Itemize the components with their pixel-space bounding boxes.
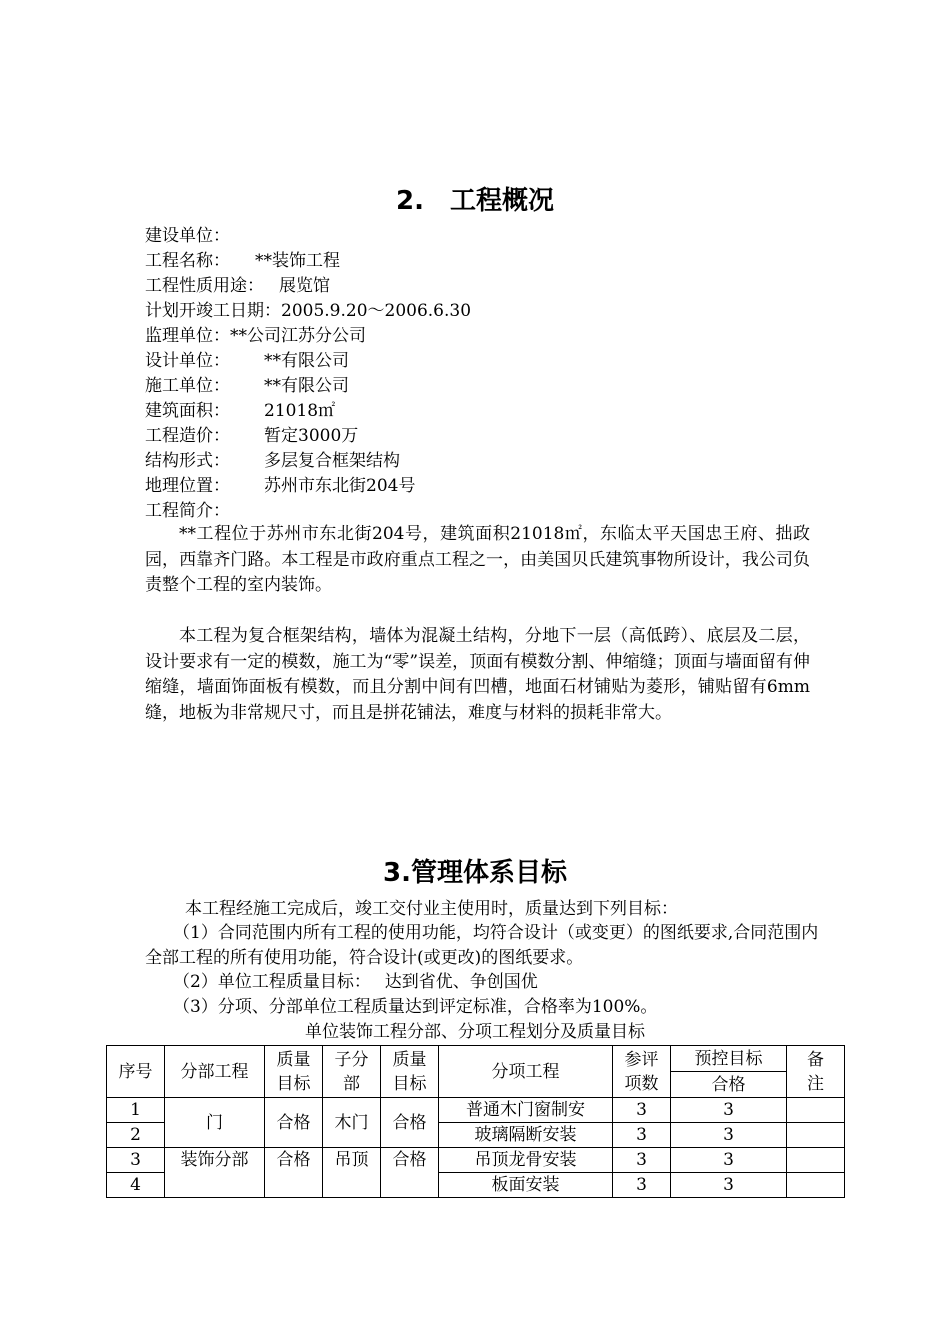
- cell-target: 3: [671, 1148, 787, 1173]
- goal-item-3: （3）分项、分部单位工程质量达到评定标准，合格率为100%。: [173, 997, 658, 1017]
- field-label: 施工单位：: [145, 376, 230, 396]
- table-row: [107, 1098, 845, 1123]
- field-area: [145, 399, 825, 424]
- header-quality-target-2: 质量目标: [381, 1046, 439, 1098]
- cell-target: 3: [671, 1123, 787, 1148]
- field-label: 工程名称：: [145, 251, 230, 271]
- field-value: **装饰工程: [255, 251, 340, 271]
- cell-note: [787, 1123, 845, 1148]
- table-caption: 单位装饰工程分部、分项工程划分及质量目标: [305, 1022, 645, 1042]
- field-contractor: [145, 374, 825, 399]
- header-note: 备注: [787, 1046, 845, 1098]
- table-row: [107, 1148, 845, 1173]
- project-info: [145, 224, 825, 524]
- cell-seq: 2: [107, 1123, 165, 1148]
- cell-quality-decor-1: 合格: [265, 1148, 323, 1198]
- cell-count: 3: [613, 1123, 671, 1148]
- section-3-title: 3.管理体系目标: [383, 858, 567, 888]
- field-usage: [145, 274, 825, 299]
- cell-seq: 4: [107, 1173, 165, 1198]
- field-label: 建设单位：: [145, 226, 230, 246]
- cell-seq: 1: [107, 1098, 165, 1123]
- header-subdivision: 子分部: [323, 1046, 381, 1098]
- quality-target-table: [106, 1045, 845, 1198]
- cell-count: 3: [613, 1148, 671, 1173]
- cell-subdivision-ceiling: 吊顶: [323, 1148, 381, 1198]
- header-seq: 序号: [107, 1046, 165, 1098]
- field-value: **有限公司: [264, 351, 349, 371]
- goal-item-2: （2）单位工程质量目标： 达到省优、争创国优: [173, 972, 538, 992]
- header-item: 分项工程: [439, 1046, 613, 1098]
- cell-quality-door-2: 合格: [381, 1098, 439, 1148]
- cell-quality-decor-2: 合格: [381, 1148, 439, 1198]
- field-schedule: [145, 299, 825, 324]
- intro-paragraph-2: 本工程为复合框架结构，墙体为混凝土结构，分地下一层（高低跨）、底层及二层，设计要求有一定的模数，施工为“零”误差，顶面有模数分割、伸缩缝；顶面与墙面留有伸缩缝，墙面饰面板有模数，而且分割中间有凹槽，地面石材铺贴为菱形，铺贴留有6mm缝，地板为非常规尺寸，而且是拼花铺法，难度与材料的损耗非常大。: [145, 626, 810, 723]
- field-value: 苏州市东北街204号: [264, 476, 416, 496]
- cell-target: 3: [671, 1173, 787, 1198]
- cell-seq: 3: [107, 1148, 165, 1173]
- section-2-title: 2. 工程概况: [396, 186, 554, 216]
- field-label: 工程简介：: [145, 501, 230, 521]
- field-label: 工程造价：: [145, 426, 230, 446]
- goal-intro: 本工程经施工完成后，竣工交付业主使用时，质量达到下列目标：: [185, 899, 678, 919]
- cell-note: [787, 1148, 845, 1173]
- field-intro-heading: [145, 499, 825, 524]
- cell-note: [787, 1173, 845, 1198]
- header-target: 预控目标: [671, 1046, 787, 1072]
- field-label: 监理单位：: [145, 326, 230, 346]
- field-value: 展览馆: [279, 276, 330, 296]
- field-label: 地理位置：: [145, 476, 230, 496]
- field-label: 建筑面积：: [145, 401, 230, 421]
- cell-item: 板面安装: [439, 1173, 613, 1198]
- cell-note: [787, 1098, 845, 1123]
- field-value: **有限公司: [264, 376, 349, 396]
- header-target-sub: 合格: [671, 1072, 787, 1098]
- field-value: **公司江苏分公司: [230, 326, 366, 346]
- cell-subdivision-door: 木门: [323, 1098, 381, 1148]
- cell-quality-door-1: 合格: [265, 1098, 323, 1148]
- cell-division-door: 门: [165, 1098, 265, 1148]
- field-label: 工程性质用途：: [145, 276, 264, 296]
- field-label: 结构形式：: [145, 451, 230, 471]
- table-header-row: [107, 1046, 845, 1072]
- header-quality-target-1: 质量目标: [265, 1046, 323, 1098]
- cell-count: 3: [613, 1098, 671, 1123]
- goal-item-1: （1）合同范围内所有工程的使用功能，均符合设计（或变更）的图纸要求,合同范围内全部工程的所有使用功能，符合设计(或更改)的图纸要求。: [145, 923, 819, 968]
- cell-item: 普通木门窗制安: [439, 1098, 613, 1123]
- intro-paragraph-1: **工程位于苏州市东北街204号，建筑面积21018㎡，东临太平天国忠王府、拙政园，西靠齐门路。本工程是市政府重点工程之一，由美国贝氏建筑事物所设计，我公司负责整个工程的室内装饰。: [145, 524, 810, 595]
- field-value: 暂定3000万: [264, 426, 359, 446]
- field-location: [145, 474, 825, 499]
- field-supervisor: [145, 324, 825, 349]
- field-label: 设计单位：: [145, 351, 230, 371]
- header-count: 参评项数: [613, 1046, 671, 1098]
- field-structure: [145, 449, 825, 474]
- cell-item: 玻璃隔断安装: [439, 1123, 613, 1148]
- field-designer: [145, 349, 825, 374]
- field-value: 2005.9.20～2006.6.30: [281, 301, 472, 321]
- cell-target: 3: [671, 1098, 787, 1123]
- field-cost: [145, 424, 825, 449]
- header-division: 分部工程: [165, 1046, 265, 1098]
- field-value: 多层复合框架结构: [264, 451, 400, 471]
- cell-count: 3: [613, 1173, 671, 1198]
- field-builder: [145, 224, 825, 249]
- field-value: 21018㎡: [264, 401, 336, 421]
- field-project-name: [145, 249, 825, 274]
- field-label: 计划开竣工日期：: [145, 301, 281, 321]
- cell-item: 吊顶龙骨安装: [439, 1148, 613, 1173]
- cell-division-decor: 装饰分部: [165, 1148, 265, 1198]
